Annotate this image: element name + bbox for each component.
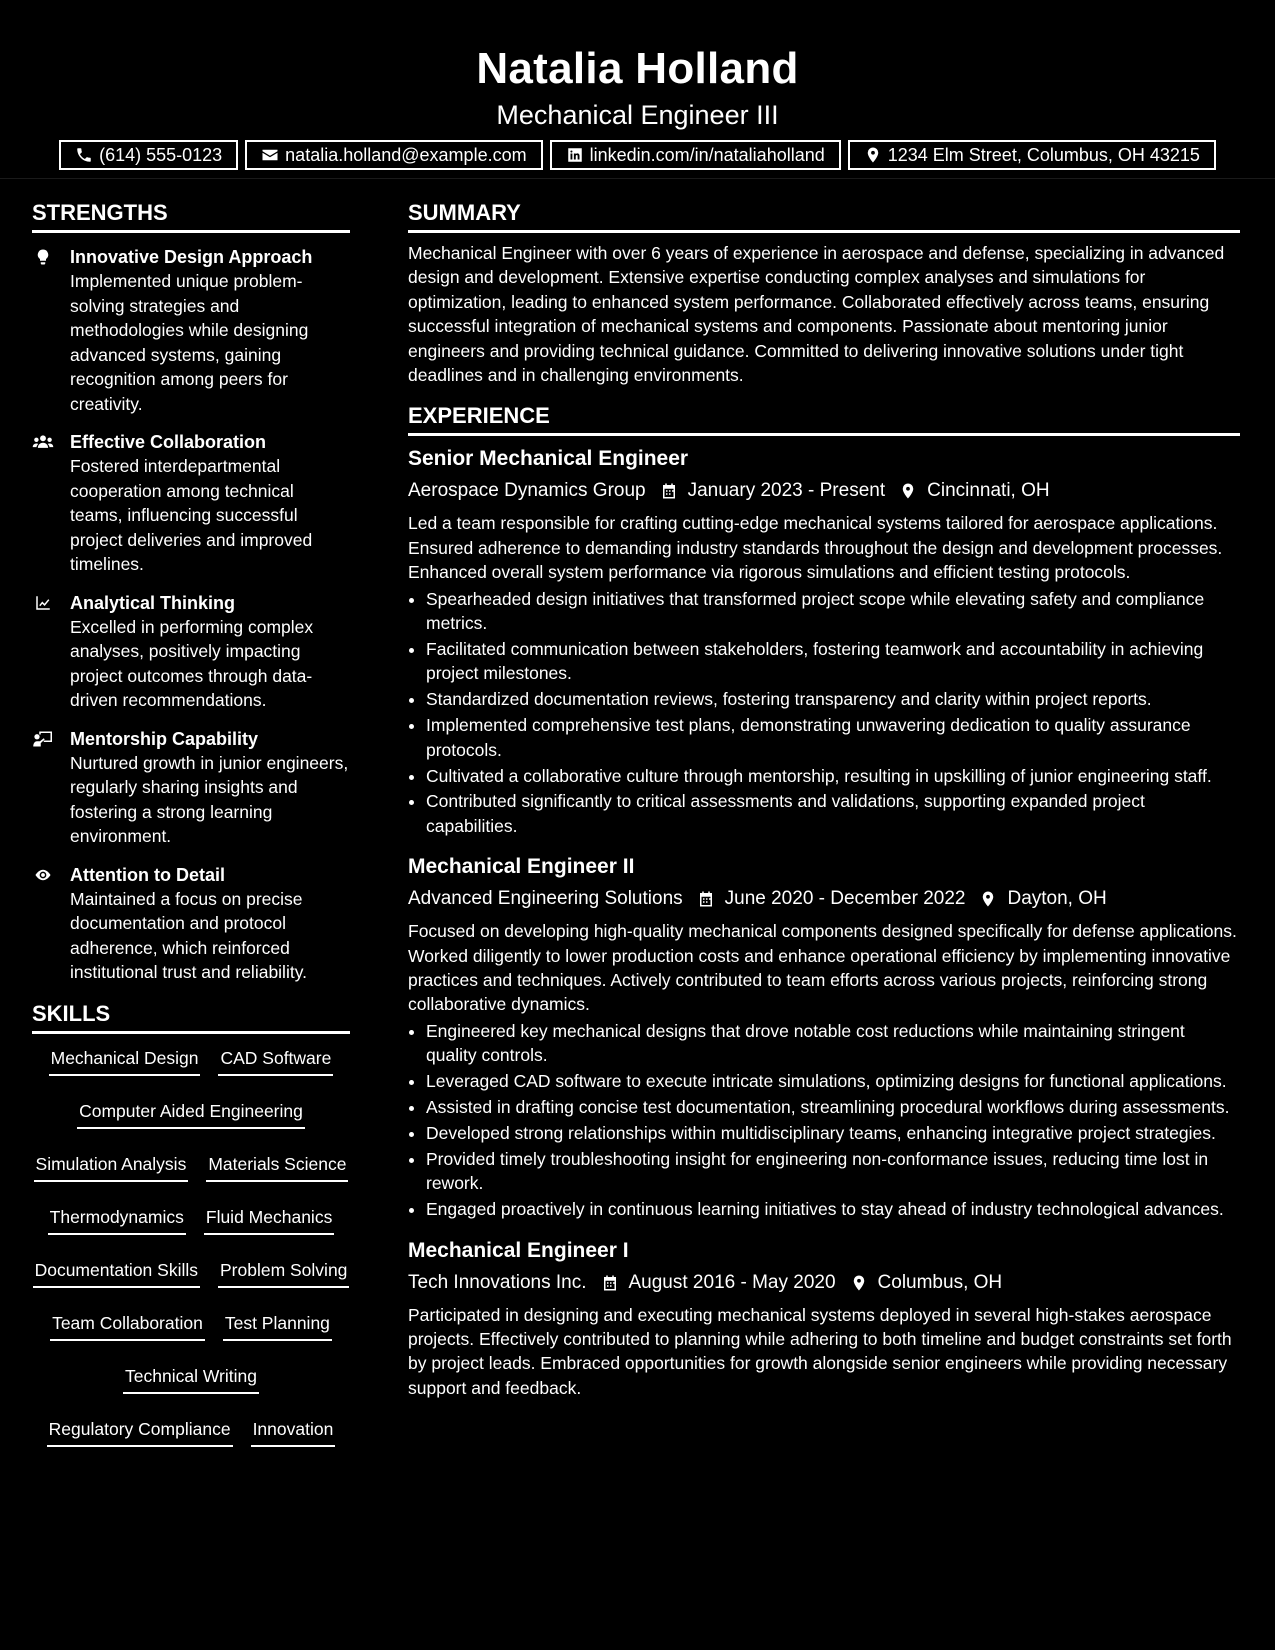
skill-tag: Mechanical Design (49, 1040, 201, 1076)
left-column (32, 198, 350, 1464)
experience-heading: EXPERIENCE (408, 403, 550, 429)
strength-title: Attention to Detail (70, 864, 225, 885)
skill-tag: Computer Aided Engineering (77, 1093, 305, 1129)
contact-address-text: 1234 Elm Street, Columbus, OH 43215 (887, 144, 1200, 165)
map-pin-icon (864, 146, 882, 164)
job-bullets (408, 587, 1240, 839)
right-column (408, 198, 1240, 1400)
job-location: Cincinnati, OH (927, 480, 1050, 502)
skills-heading: SKILLS (32, 1000, 111, 1026)
strength-title: Effective Collaboration (70, 432, 267, 452)
users-icon (32, 433, 54, 451)
job-description: Participated in designing and executing mechanical systems deployed in several high-stakes aerospace projects. Effectively contributed to planning while adhering to both timeline and budget constraints set forth by project leads. Embraced opportunities for growth alongside senior engineers while providing necessary support and feedback. (408, 1304, 1232, 1398)
map-pin-icon (850, 1274, 868, 1292)
job-bullet: • Cultivated a collaborative culture through mentorship, resulting in upskilling of junior engineering staff. (426, 764, 1240, 788)
skill-tag: Test Planning (223, 1305, 332, 1341)
job-bullet: • Developed strong relationships within multidisciplinary teams, enhancing integrative project strategies. (426, 1121, 1240, 1145)
skill-tag: Regulatory Compliance (47, 1411, 233, 1447)
strengths-rule (32, 230, 350, 233)
strength-item (32, 591, 350, 713)
job-meta (408, 1269, 1240, 1297)
strength-title: Innovative Design Approach (70, 247, 313, 267)
job-location: Dayton, OH (1007, 888, 1107, 910)
resume-header (0, 0, 1275, 170)
skills-list (32, 1040, 350, 1464)
job-title: Senior Mechanical Engineer (408, 447, 689, 471)
strength-title: Mentorship Capability (70, 728, 259, 749)
map-pin-icon (899, 482, 917, 500)
skills-rule (32, 1031, 350, 1034)
strength-item (32, 430, 350, 577)
chalkboard-teacher-icon (32, 730, 54, 748)
job-bullet: • Engaged proactively in continuous learning initiatives to stay ahead of industry technological advances. (426, 1197, 1240, 1221)
job-bullet: • Engineered key mechanical designs that drove notable cost reductions while maintaining stringent quality controls. (426, 1019, 1240, 1068)
job-bullet: • Spearheaded design initiatives that transformed project scope while elevating safety and compliance metrics. (426, 587, 1240, 636)
job-meta (408, 885, 1240, 913)
strengths-section (32, 198, 350, 985)
candidate-title: Mechanical Engineer III (496, 100, 779, 130)
phone-icon (75, 146, 93, 164)
header-divider (0, 178, 1275, 179)
calendar-icon (601, 1274, 619, 1292)
job-meta (408, 477, 1240, 505)
job-bullet: • Leveraged CAD software to execute intricate simulations, optimizing designs for functional applications. (426, 1069, 1240, 1093)
job-entry (408, 1236, 1240, 1401)
lightbulb-icon (32, 248, 54, 266)
job-bullet: • Implemented comprehensive test plans, demonstrating unwavering dedication to quality assurance protocols. (426, 713, 1240, 762)
skill-tag: Team Collaboration (50, 1305, 205, 1341)
job-description: Focused on developing high-quality mechanical components designed specifically for defense applications. Worked diligently to lower production costs and enhance operational efficiency by implementing innovative practices and techniques. Actively contributed to team efforts across various projects, reinforcing strong collaborative dynamics. (408, 921, 1237, 1015)
skill-tag: Innovation (251, 1411, 336, 1447)
chart-line-icon (32, 594, 54, 612)
job-title: Mechanical Engineer II (408, 855, 635, 879)
strength-item (32, 863, 350, 985)
job-bullet: • Assisted in drafting concise test documentation, streamlining procedural workflows during assessments. (426, 1095, 1240, 1119)
map-pin-icon (979, 890, 997, 908)
job-location: Columbus, OH (877, 1271, 1003, 1293)
strength-title: Analytical Thinking (70, 592, 236, 613)
linkedin-icon (566, 146, 584, 164)
skill-tag: Materials Science (206, 1146, 348, 1182)
experience-rule (408, 433, 1240, 436)
summary-rule (408, 230, 1240, 233)
experience-section (408, 401, 1240, 1400)
strength-desc: Nurtured growth in junior engineers, regularly sharing insights and fostering a strong learning environment. (70, 752, 349, 846)
envelope-icon (261, 146, 279, 164)
skill-tag: Thermodynamics (48, 1199, 186, 1235)
job-company: Tech Innovations Inc. (408, 1271, 587, 1293)
summary-section (408, 198, 1240, 387)
skill-tag: Documentation Skills (33, 1252, 200, 1288)
contact-phone-text: (614) 555-0123 (99, 144, 223, 165)
job-company: Aerospace Dynamics Group (408, 480, 646, 502)
job-bullet: • Facilitated communication between stakeholders, fostering teamwork and accountability in achieving project milestones. (426, 637, 1240, 686)
strength-desc: Excelled in performing complex analyses, positively impacting project outcomes through data-driven recommendations. (70, 616, 314, 710)
skill-tag: Fluid Mechanics (204, 1199, 334, 1235)
contact-address[interactable] (848, 140, 1216, 170)
strength-desc: Maintained a focus on precise documentation and protocol adherence, which reinforced institutional trust and reliability. (70, 888, 308, 982)
job-bullets (408, 1019, 1240, 1222)
contact-linkedin-text: linkedin.com/in/nataliaholland (589, 144, 825, 165)
job-dates: August 2016 - May 2020 (628, 1271, 836, 1293)
job-bullet: • Provided timely troubleshooting insight for engineering non-conformance issues, reducing time lost in rework. (426, 1147, 1240, 1196)
job-company: Advanced Engineering Solutions (408, 888, 683, 910)
contact-email[interactable] (245, 140, 542, 170)
strength-item (32, 727, 350, 849)
calendar-icon (697, 890, 715, 908)
job-bullet: • Standardized documentation reviews, fostering transparency and clarity within project reports. (426, 687, 1240, 711)
job-entry (408, 444, 1240, 838)
contact-bar (0, 140, 1275, 170)
calendar-icon (660, 482, 678, 500)
skill-tag: Problem Solving (218, 1252, 349, 1288)
summary-heading: SUMMARY (408, 200, 521, 225)
strength-desc: Fostered interdepartmental cooperation among technical teams, influencing successful project deliveries and improved timelines. (70, 456, 313, 574)
skills-section (32, 999, 350, 1464)
summary-text: Mechanical Engineer with over 6 years of experience in aerospace and defense, specializing in advanced design and development. Extensive expertise conducting complex analyses and simulations for optimization, leading to enhanced system performance. Collaborated effectively across teams, ensuring successful integration of mechanical systems and components. Passionate about mentoring junior engineers and providing technical guidance. Committed to delivering innovative solutions under tight deadlines and in challenging environments. (408, 243, 1225, 386)
contact-linkedin[interactable] (550, 140, 841, 170)
candidate-name: Natalia Holland (476, 44, 799, 93)
strength-item (32, 245, 350, 416)
contact-email-text: natalia.holland@example.com (285, 144, 527, 165)
skill-tag: Simulation Analysis (34, 1146, 189, 1182)
job-description: Led a team responsible for crafting cutting-edge mechanical systems tailored for aerospace applications. Ensured adherence to demanding industry standards throughout the design and development processes. Enhanced overall system performance via rigorous simulations and efficient testing protocols. (408, 513, 1223, 583)
job-dates: January 2023 - Present (687, 480, 886, 502)
contact-phone[interactable] (59, 140, 238, 170)
strengths-heading: STRENGTHS (32, 200, 168, 225)
job-bullet: • Contributed significantly to critical assessments and validations, supporting expanded project capabilities. (426, 789, 1240, 838)
job-entry (408, 852, 1240, 1221)
eye-icon (32, 866, 54, 884)
strength-desc: Implemented unique problem-solving strategies and methodologies while designing advanced systems, gaining recognition among peers for creativity. (70, 271, 309, 414)
skill-tag: Technical Writing (123, 1358, 259, 1394)
job-title: Mechanical Engineer I (408, 1238, 629, 1262)
skill-tag: CAD Software (218, 1040, 333, 1076)
job-dates: June 2020 - December 2022 (724, 888, 966, 910)
